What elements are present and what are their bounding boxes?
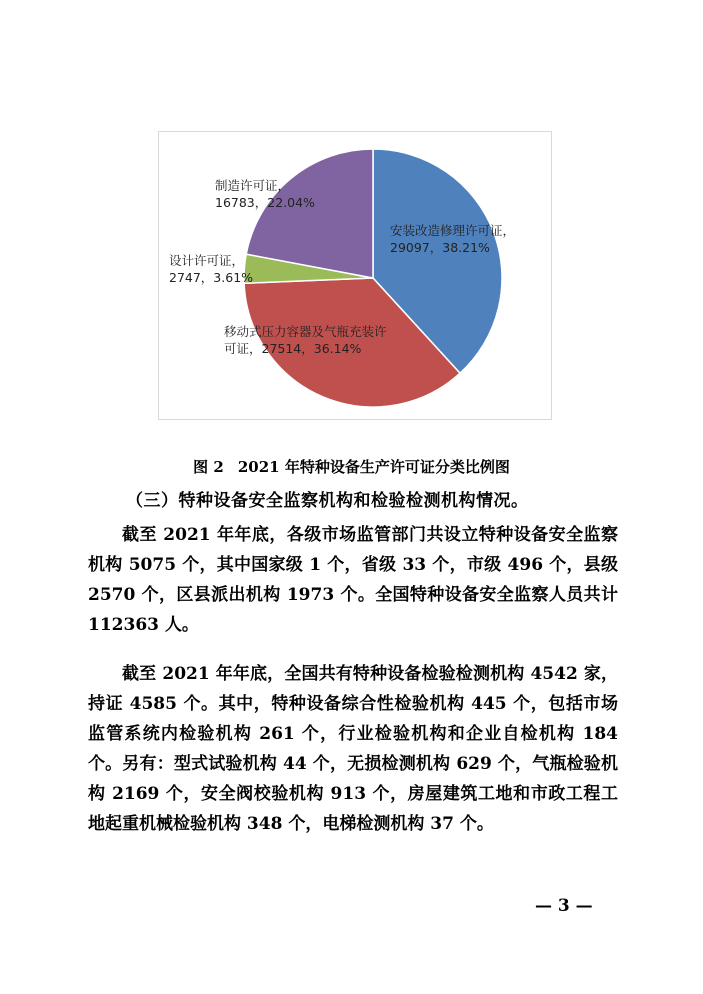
pie-label-mobile-vessel-filling: 移动式压力容器及气瓶充装许可证，27514，36.14%: [224, 324, 387, 356]
paragraph-inspection: 截至 2021 年年底，全国共有特种设备检验检测机构 4542 家，持证 4585 个。其中，特种设备综合性检验机构 445 个，包括市场监管系统内检验机构 261 个，行业检验机构和企业自检机构 184 个。另有：型式试验机构 44 个，无损检测机构 629 个，气瓶检验机构 2169 个，安全阀校验机构 913 个，房屋建筑工地和市政工程工地起重机械检验机构 348 个，电梯检测机构 37 个。: [88, 664, 618, 834]
pie-chart: [158, 131, 552, 420]
pie-label-manufacture: 制造许可证， 16783，22.04%: [215, 178, 315, 210]
pie-label-design: 设计许可证， 2747，3.61%: [169, 253, 254, 285]
section-heading: （三）特种设备安全监察机构和检验检测机构情况。: [126, 491, 529, 511]
page-number: — 3 —: [535, 896, 593, 916]
paragraph-supervision: 截至 2021 年年底，各级市场监管部门共设立特种设备安全监察机构 5075 个，其中国家级 1 个，省级 33 个，市级 496 个，县级 2570 个，区县派出机构 1973 个。全国特种设备安全监察人员共计 112363 人。: [88, 525, 618, 635]
figure-number: 图 2: [193, 458, 224, 476]
pie-label-install-repair: 安装改造修理许可证， 29097，38.21%: [390, 223, 516, 255]
pie-chart-svg: [159, 132, 553, 421]
figure-caption: [0, 456, 703, 477]
figure-title: 2021 年特种设备生产许可证分类比例图: [237, 458, 510, 476]
